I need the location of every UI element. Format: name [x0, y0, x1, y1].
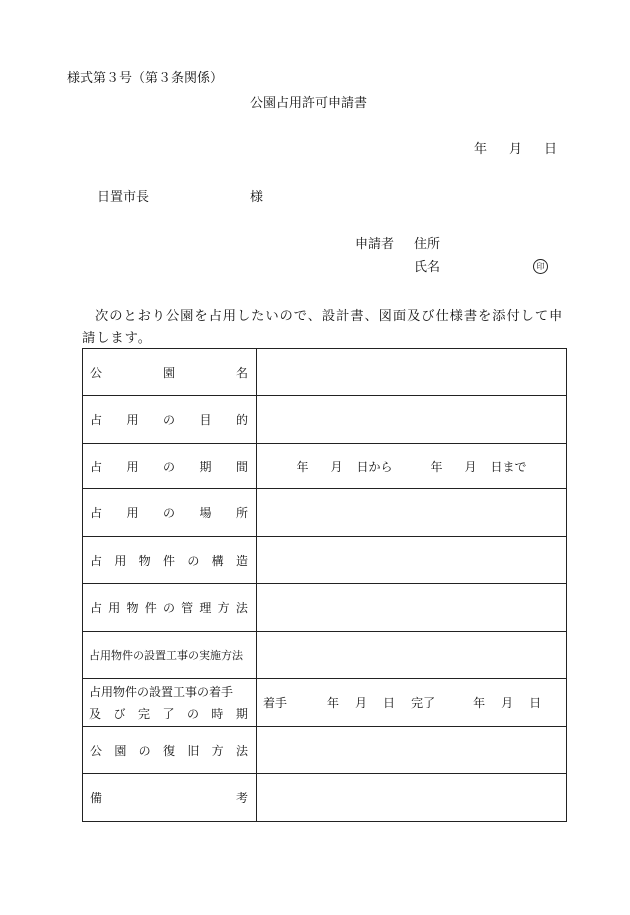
label-char: 件 — [144, 601, 157, 615]
name-label: 氏名 — [414, 260, 441, 275]
label-char: の — [138, 743, 151, 758]
addressee-honorific: 様 — [250, 190, 264, 205]
date-year: 年 — [474, 142, 488, 157]
period-m1: 月 — [330, 459, 343, 474]
table-row — [83, 774, 567, 822]
label-char: 占 — [90, 506, 103, 520]
period-m2: 月 — [464, 459, 477, 474]
date-line — [474, 143, 557, 156]
label-char: 所 — [235, 506, 248, 520]
label-char: 間 — [235, 459, 248, 474]
label-char: 及 — [89, 706, 102, 721]
row-value-field[interactable] — [257, 537, 567, 584]
row-label — [83, 349, 257, 396]
label-char: 公 — [90, 365, 103, 380]
label-char: 占 — [90, 553, 103, 568]
label-char: 物 — [126, 601, 139, 615]
label-char: 法 — [235, 743, 248, 758]
row-label — [83, 679, 257, 727]
label-char: 期 — [199, 459, 212, 474]
label-line-2 — [89, 703, 248, 725]
label-char: 復 — [162, 743, 175, 758]
row-label — [83, 727, 257, 774]
application-table — [82, 348, 567, 822]
row-value-field[interactable] — [257, 396, 567, 444]
label-char: 名 — [235, 365, 248, 380]
row-value-field[interactable] — [257, 584, 567, 632]
row-value-field[interactable] — [257, 774, 567, 822]
table-row — [83, 537, 567, 584]
label-text: 占用物件の設置工事の実施方法 — [89, 649, 243, 662]
schedule-m2: 月 — [501, 696, 514, 710]
label-char: 備 — [90, 791, 103, 805]
row-value-field[interactable] — [257, 489, 567, 537]
date-day: 日 — [544, 142, 558, 157]
label-char: の — [187, 553, 200, 568]
row-value-field[interactable] — [257, 727, 567, 774]
period-d1: 日から — [356, 459, 393, 474]
document-title: 公園占用許可申請書 — [250, 96, 368, 111]
label-char: の — [162, 413, 175, 427]
row-label — [83, 632, 257, 679]
row-label — [83, 537, 257, 584]
label-char: 園 — [114, 743, 127, 758]
schedule-d1: 日 — [383, 696, 396, 710]
label-char: 旧 — [187, 743, 200, 758]
row-label — [83, 774, 257, 822]
table-row — [83, 444, 567, 489]
label-char: 公 — [90, 743, 103, 758]
label-char: 用 — [126, 413, 139, 427]
label-char: 用 — [114, 553, 127, 568]
label-char: 期 — [235, 706, 248, 721]
table-row — [83, 727, 567, 774]
row-label — [83, 584, 257, 632]
row-label — [83, 396, 257, 444]
schedule-y1: 年 — [327, 696, 340, 710]
table-row — [83, 396, 567, 444]
label-char: の — [162, 601, 175, 615]
label-char: 件 — [162, 553, 175, 568]
label-line-1: 占用物件の設置工事の着手 — [89, 684, 234, 699]
label-char: 物 — [138, 553, 151, 568]
label-char: の — [186, 706, 199, 721]
label-char: 理 — [199, 601, 212, 615]
period-y2: 年 — [430, 459, 443, 474]
label-char: の — [162, 506, 175, 520]
row-label — [83, 489, 257, 537]
label-char: の — [162, 459, 175, 474]
addressee-name: 日置市長 — [97, 190, 150, 205]
table-row — [83, 349, 567, 396]
schedule-y2: 年 — [473, 696, 486, 710]
label-char: 的 — [235, 413, 248, 427]
label-char: 場 — [199, 506, 212, 520]
label-char: 用 — [108, 601, 121, 615]
row-value-field[interactable] — [257, 349, 567, 396]
seal-mark: 印 — [533, 259, 548, 274]
label-char: 方 — [211, 743, 224, 758]
label-char: 占 — [90, 459, 103, 474]
label-char: 時 — [211, 706, 224, 721]
table-row — [83, 584, 567, 632]
row-value-field[interactable] — [257, 444, 567, 489]
label-char: 園 — [162, 365, 175, 380]
label-char: 用 — [126, 459, 139, 474]
label-char: 目 — [199, 413, 212, 427]
period-d2: 日まで — [490, 459, 527, 474]
label-char: 構 — [211, 553, 224, 568]
label-char: 占 — [90, 601, 103, 615]
row-value-field[interactable] — [257, 679, 567, 727]
schedule-end: 完了 — [411, 696, 436, 710]
applicant-label: 申請者 — [355, 237, 395, 252]
label-char: 了 — [162, 706, 175, 721]
label-char: 完 — [137, 706, 150, 721]
intro-text: 次のとおり公園を占用したいので、設計書、図面及び仕様書を添付して申請します。 — [82, 309, 564, 346]
schedule-start: 着手 — [263, 696, 288, 710]
schedule-d2: 日 — [529, 696, 542, 710]
label-char: 考 — [235, 791, 248, 805]
label-char: 用 — [126, 506, 139, 520]
table-row — [83, 632, 567, 679]
schedule-m1: 月 — [355, 696, 368, 710]
table-row — [83, 489, 567, 537]
address-label: 住所 — [414, 237, 441, 252]
row-value-field[interactable] — [257, 632, 567, 679]
table-row — [83, 679, 567, 727]
label-char: 占 — [90, 413, 103, 427]
row-label — [83, 444, 257, 489]
label-char: 方 — [217, 601, 230, 615]
label-char: 造 — [235, 553, 248, 568]
period-y1: 年 — [296, 459, 309, 474]
label-char: 管 — [181, 601, 194, 615]
date-month: 月 — [509, 142, 523, 157]
form-number: 様式第３号（第３条関係） — [67, 71, 224, 86]
label-char: び — [113, 706, 126, 721]
label-char: 法 — [235, 601, 248, 615]
